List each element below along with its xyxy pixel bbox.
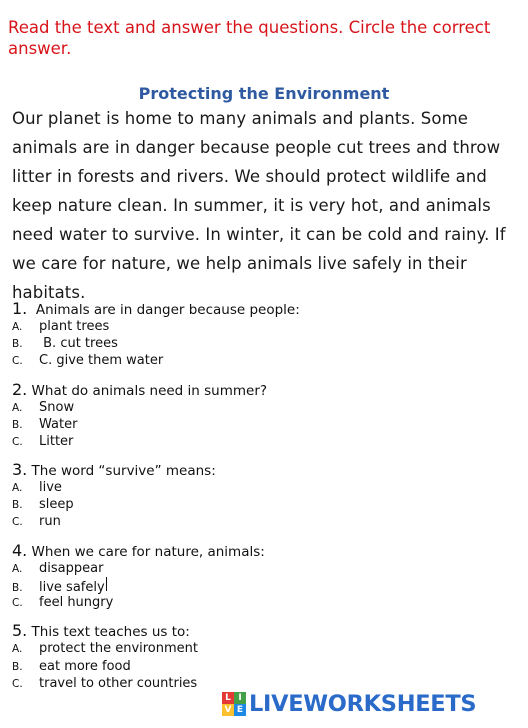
question-2 bbox=[12, 381, 267, 400]
question-number: 3. bbox=[12, 460, 28, 479]
option-text[interactable]: run bbox=[39, 514, 61, 529]
option-letter: A. bbox=[12, 402, 23, 414]
option-letter: C. bbox=[12, 678, 23, 690]
question-3-option-a[interactable] bbox=[12, 479, 62, 497]
option-text[interactable]: eat more food bbox=[39, 659, 131, 674]
question-1 bbox=[12, 300, 300, 319]
question-text: Animals are in danger because people: bbox=[27, 302, 300, 318]
question-1-option-b[interactable] bbox=[12, 335, 118, 353]
option-text[interactable]: C. give them water bbox=[39, 353, 164, 368]
option-text[interactable]: disappear bbox=[39, 561, 104, 576]
option-text[interactable]: sleep bbox=[39, 497, 74, 512]
brand-wordmark: LIVEWORKSHEETS bbox=[249, 691, 477, 717]
option-text[interactable]: travel to other countries bbox=[39, 676, 198, 691]
option-letter: A. bbox=[12, 482, 23, 494]
logo-letter-e: E bbox=[234, 704, 246, 716]
option-text[interactable]: protect the environment bbox=[39, 641, 198, 656]
option-letter: B. bbox=[12, 582, 23, 594]
option-text[interactable]: feel hungry bbox=[39, 595, 114, 610]
question-5-option-c[interactable] bbox=[12, 675, 197, 693]
question-3 bbox=[12, 461, 216, 480]
question-text: When we care for nature, animals: bbox=[27, 544, 265, 560]
option-letter: C. bbox=[12, 516, 23, 528]
option-letter: B. bbox=[12, 661, 23, 673]
logo-letter-i: I bbox=[234, 692, 246, 704]
option-text[interactable]: plant trees bbox=[39, 319, 110, 334]
question-5 bbox=[12, 622, 190, 641]
question-4 bbox=[12, 542, 265, 561]
question-3-option-c[interactable] bbox=[12, 513, 61, 531]
option-text[interactable]: live safely bbox=[39, 580, 105, 595]
question-number: 5. bbox=[12, 621, 28, 640]
reading-passage: Our planet is home to many animals and plants. Some animals are in danger because people cut trees and throw litter in forests and rivers. We should protect wildlife and keep nature clean. In summer, it is very hot, and animals need water to survive. In winter, it can be cold and rainy. If we care for nature, we help animals live safely in their habitats. bbox=[12, 109, 506, 302]
question-text: The word “survive” means: bbox=[27, 463, 216, 479]
option-letter: A. bbox=[12, 321, 23, 333]
option-letter: B. bbox=[12, 499, 23, 511]
option-letter: C. bbox=[12, 597, 23, 609]
question-4-option-a[interactable] bbox=[12, 560, 103, 578]
question-2-option-a[interactable] bbox=[12, 399, 74, 417]
option-letter: C. bbox=[12, 355, 23, 367]
question-5-option-b[interactable] bbox=[12, 658, 131, 676]
text-cursor bbox=[106, 577, 107, 591]
question-number: 2. bbox=[12, 380, 28, 399]
option-letter: A. bbox=[12, 563, 23, 575]
option-text[interactable]: Litter bbox=[39, 434, 74, 449]
option-text[interactable]: Water bbox=[39, 417, 78, 432]
logo-letter-l: L bbox=[222, 692, 234, 704]
option-text[interactable]: Snow bbox=[39, 400, 75, 415]
option-letter: A. bbox=[12, 643, 23, 655]
question-1-option-a[interactable] bbox=[12, 318, 109, 336]
question-text: What do animals need in summer? bbox=[27, 383, 268, 399]
option-text[interactable]: live bbox=[39, 480, 62, 495]
passage-title: Protecting the Environment bbox=[138, 84, 390, 103]
question-2-option-b[interactable] bbox=[12, 416, 77, 434]
option-letter: C. bbox=[12, 436, 23, 448]
question-number: 1. bbox=[12, 299, 28, 318]
question-4-option-c[interactable] bbox=[12, 594, 113, 612]
logo-letter-v: V bbox=[222, 704, 234, 716]
question-text: This text teaches us to: bbox=[27, 624, 190, 640]
option-letter: B. bbox=[12, 419, 23, 431]
liveworksheets-logo[interactable] bbox=[222, 691, 476, 717]
question-5-option-a[interactable] bbox=[12, 640, 198, 658]
question-2-option-c[interactable] bbox=[12, 433, 73, 451]
question-1-option-c[interactable] bbox=[12, 352, 163, 370]
option-letter: B. bbox=[12, 338, 23, 350]
question-number: 4. bbox=[12, 541, 28, 560]
live-logo-icon bbox=[222, 692, 246, 716]
option-text[interactable]: B. cut trees bbox=[39, 336, 118, 351]
instructions: Read the text and answer the questions. Circle the correct answer. bbox=[8, 18, 491, 58]
question-3-option-b[interactable] bbox=[12, 496, 74, 514]
